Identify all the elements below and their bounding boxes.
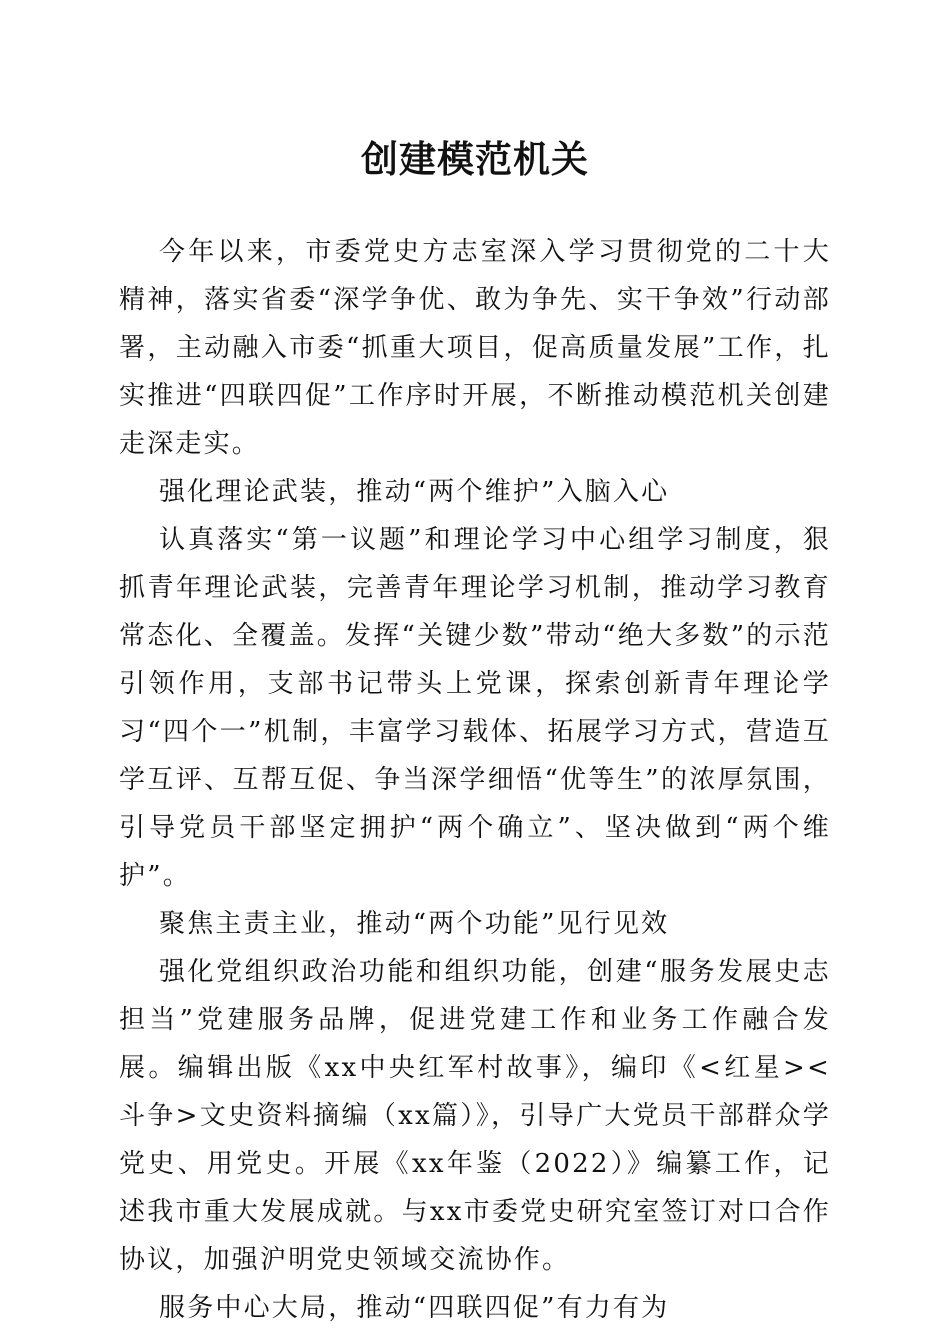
functions-paragraph: 强化党组织政治功能和组织功能，创建“服务发展史志担当”党建服务品牌，促进党建工作和业务工作融合发展。编辑出版《xx中央红军村故事》，编印《<红星><斗争>文史资料摘编（xx篇）》，引导广大党员干部群众学党史、用党史。开展《xx年鉴（2022）》编纂工作，记述我市重大发展成就。与xx市委党史研究室签订对口合作协议，加强沪明党史领域交流协作。: [119, 957, 831, 1275]
section-heading-service: 服务中心大局，推动“四联四促”有力有为: [159, 1293, 670, 1323]
section-heading-functions: 聚焦主责主业，推动“两个功能”见行见效: [159, 909, 670, 939]
document-body: [119, 228, 831, 1332]
theory-paragraph: 认真落实“第一议题”和理论学习中心组学习制度，狠抓青年理论武装，完善青年理论学习机制，推动学习教育常态化、全覆盖。发挥“关键少数”带动“绝大多数”的示范引领作用，支部书记带头上党课，探索创新青年理论学习“四个一”机制，丰富学习载体、拓展学习方式，营造互学互评、互帮互促、争当深学细悟“优等生”的浓厚氛围，引导党员干部坚定拥护“两个确立”、坚决做到“两个维护”。: [119, 525, 831, 891]
intro-paragraph: 今年以来，市委党史方志室深入学习贯彻党的二十大精神，落实省委“深学争优、敢为争先、实干争效”行动部署，主动融入市委“抓重大项目，促高质量发展”工作，扎实推进“四联四促”工作序时开展，不断推动模范机关创建走深走实。: [119, 237, 831, 459]
document-title: 创建模范机关: [361, 137, 589, 181]
section-heading-theory: 强化理论武装，推动“两个维护”入脑入心: [159, 477, 670, 507]
